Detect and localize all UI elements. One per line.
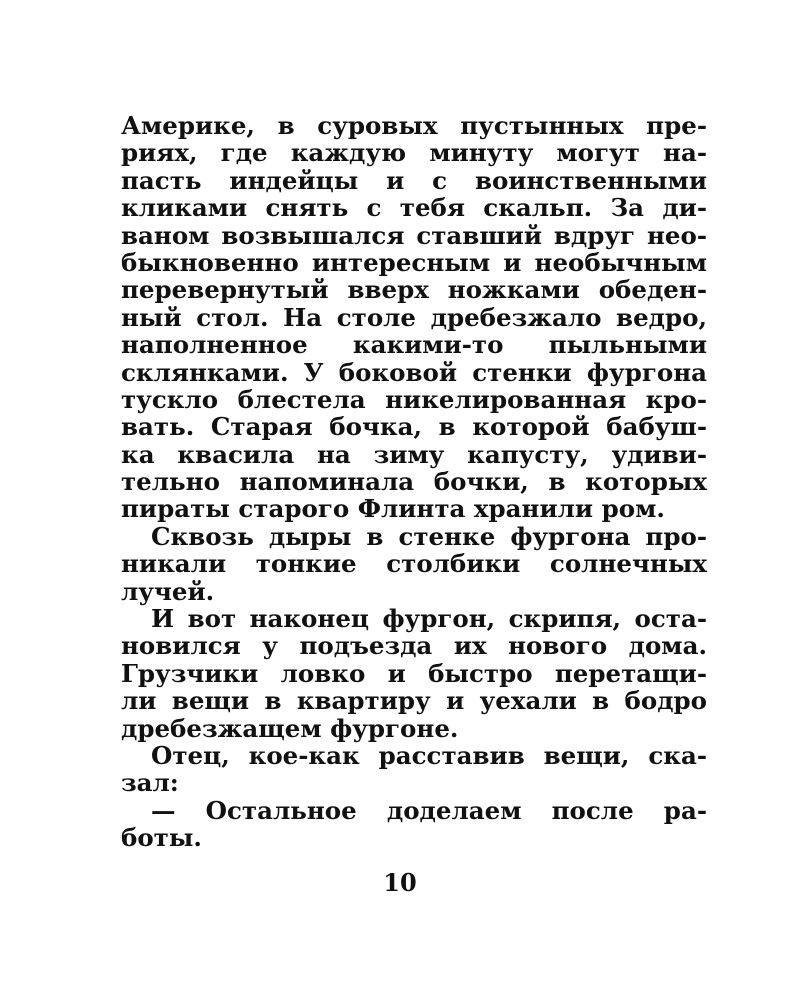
book-page-text [121,112,707,852]
text-line: Отец, кое-как расставив вещи, ска- [151,740,707,770]
paragraph [121,112,707,523]
text-line: Грузчики ловко и быстро перетащи- [121,658,707,688]
text-line: склянками. У боковой стенки фургона [121,357,707,387]
text-line: зал: [121,768,179,798]
text-line: тускло блестела никелированная кро- [121,384,707,414]
paragraph [121,605,707,742]
paragraph [121,797,707,852]
text-line: И вот наконец фургон, скрипя, оста- [151,604,707,634]
text-line: Сквозь дыры в стенке фургона про- [151,521,707,551]
text-line: наполненное какими-то пыльными [121,330,707,360]
text-line: боты. [121,823,202,853]
text-line: — Остальное доделаем после ра- [151,795,707,825]
text-line: кликами снять с тебя скальп. За ди- [121,193,707,223]
text-line: перевернутый вверх ножками обеден- [121,275,707,305]
text-line: ка квасила на зиму капусту, удиви- [121,439,707,469]
text-line: тельно напоминала бочки, в которых [121,467,707,497]
text-line: Америке, в суровых пустынных пре- [121,111,707,140]
text-line: новился у подъезда их нового дома. [121,631,707,661]
text-line: пираты старого Флинта хранили ром. [121,494,665,524]
text-line: ваном возвышался ставший вдруг нео- [121,220,707,250]
paragraph [121,742,707,797]
text-line: лучей. [121,576,215,606]
paragraph [121,523,707,605]
page-number: 10 [383,868,417,897]
text-line: ли вещи в квартиру и уехали в бодро [121,686,707,716]
text-line: дребезжащем фургоне. [121,713,459,743]
text-line: никали тонкие столбики солнечных [121,549,707,579]
text-line: риях, где каждую минуту могут на- [121,138,707,168]
text-line: вать. Старая бочка, в которой бабуш- [121,412,707,442]
text-line: быкновенно интересным и необычным [121,247,707,277]
text-line: ный стол. На столе дребезжало ведро, [121,302,707,332]
text-line: пасть индейцы и с воинственными [121,165,707,195]
